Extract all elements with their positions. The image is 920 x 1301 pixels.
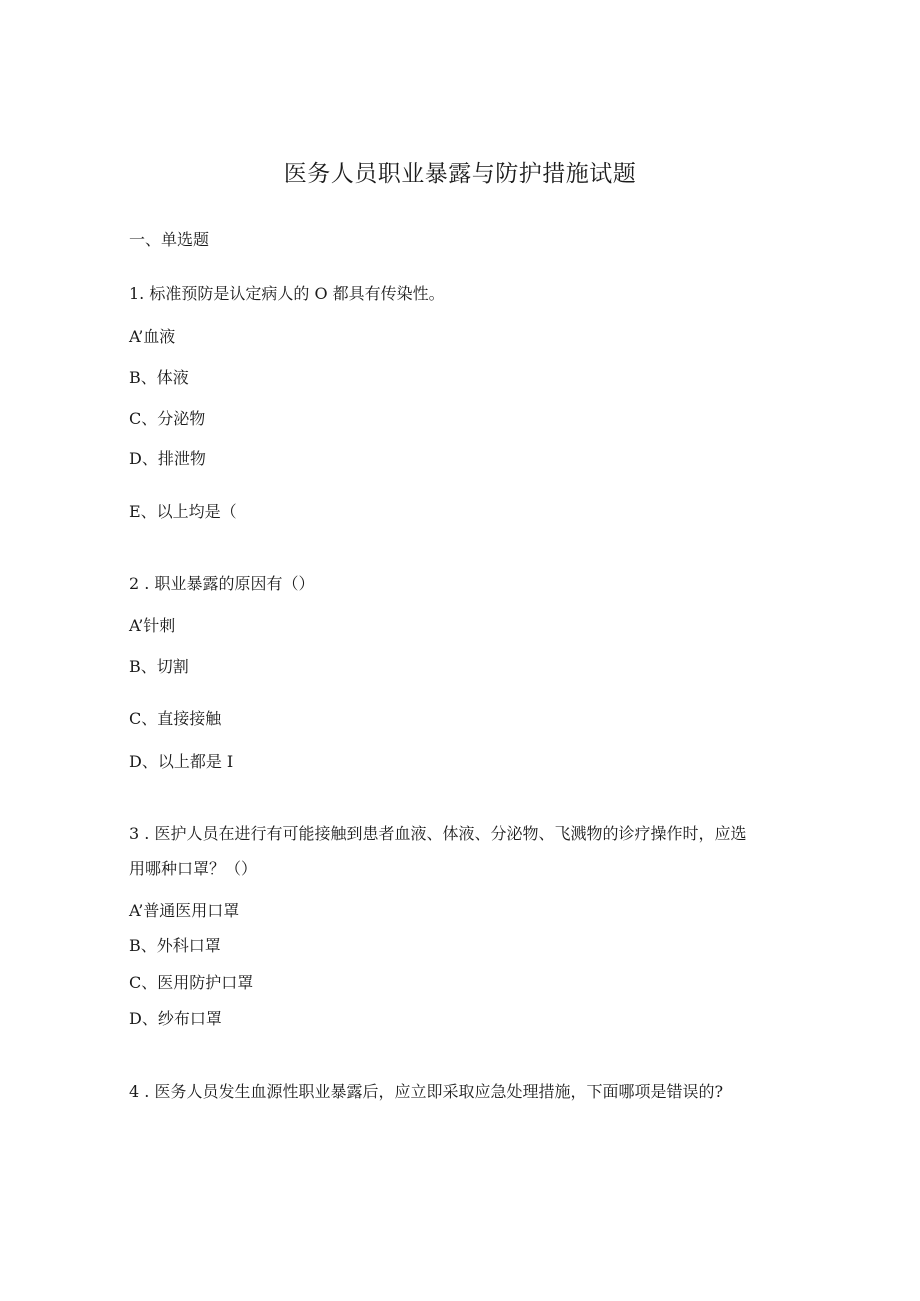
question-3-option-c[interactable]: C、医用防护口罩	[129, 973, 254, 992]
question-3-option-d[interactable]: D、纱布口罩	[129, 1009, 222, 1028]
question-4-stem: 4 . 医务人员发生血源性职业暴露后，应立即采取应急处理措施，下面哪项是错误的?	[129, 1082, 724, 1101]
question-3-option-a[interactable]: A’普通医用口罩	[129, 901, 240, 920]
question-1-stem: 1. 标准预防是认定病人的 O 都具有传染性。	[129, 284, 445, 303]
question-2-option-d[interactable]: D、以上都是 I	[129, 752, 234, 771]
question-1-option-b[interactable]: B、体液	[129, 368, 189, 387]
question-2-stem: 2 . 职业暴露的原因有（）	[129, 574, 315, 593]
question-3-stem-line-2: 用哪种口罩？（）	[129, 859, 258, 878]
question-2-option-a[interactable]: A’针刺	[129, 616, 176, 635]
page-title: 医务人员职业暴露与防护措施试题	[283, 161, 637, 187]
question-1-option-c[interactable]: C、分泌物	[129, 409, 206, 428]
question-3-option-b[interactable]: B、外科口罩	[129, 936, 221, 955]
question-1-option-e[interactable]: E、以上均是（	[129, 502, 237, 521]
question-1-option-a[interactable]: A’血液	[129, 327, 176, 346]
question-2-option-c[interactable]: C、直接接触	[129, 709, 222, 728]
question-3-stem-line-1: 3 . 医护人员在进行有可能接触到患者血液、体液、分泌物、飞溅物的诊疗操作时，应选	[129, 824, 747, 843]
section-heading: 一、单选题	[129, 230, 210, 249]
question-1-option-d[interactable]: D、排泄物	[129, 449, 206, 468]
question-2-option-b[interactable]: B、切割	[129, 657, 189, 676]
